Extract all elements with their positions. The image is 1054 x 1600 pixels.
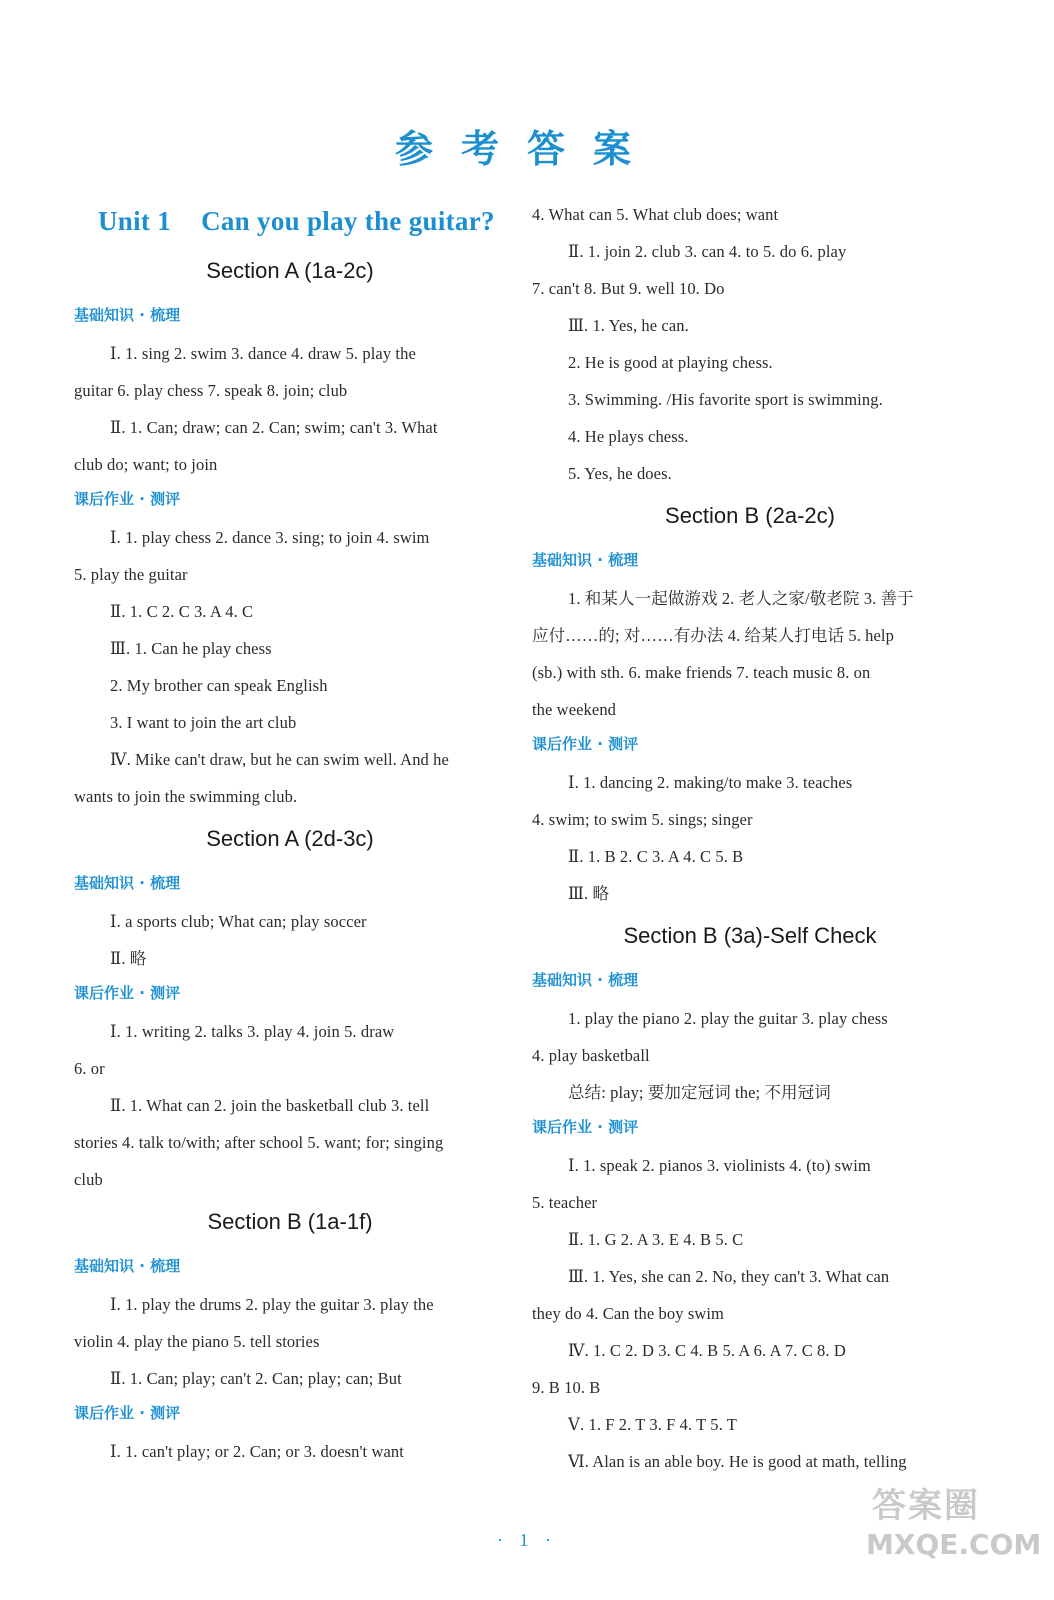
subsection-tag: 课后作业 · 测评 (532, 1118, 639, 1136)
answer-line: 5. teacher (532, 1193, 598, 1212)
left-column (74, 196, 506, 1470)
subsection-tag: 基础知识 · 梳理 (532, 971, 639, 989)
left-column-body (74, 251, 506, 1470)
answer-line: Ⅱ. 1. G 2. A 3. E 4. B 5. C (568, 1230, 744, 1249)
subsection-tag: 课后作业 · 测评 (74, 490, 181, 508)
subsection-tag: 课后作业 · 测评 (532, 735, 639, 753)
answer-line: 6. or (74, 1059, 105, 1078)
answer-line: Ⅱ. 1. B 2. C 3. A 4. C 5. B (568, 847, 744, 866)
answer-line: 应付……的; 对……有办法 4. 给某人打电话 5. help (532, 626, 894, 645)
right-column-body (532, 196, 968, 1480)
section-heading: Section A (1a-2c) (206, 258, 374, 283)
answer-line: Ⅰ. 1. sing 2. swim 3. dance 4. draw 5. play the (110, 344, 416, 363)
answer-line: Ⅲ. 1. Can he play chess (110, 639, 272, 658)
answer-line: club do; want; to join (74, 455, 218, 474)
answer-line: 2. He is good at playing chess. (568, 353, 773, 372)
watermark-cn: 答案圈 (872, 1486, 980, 1526)
answer-line: the weekend (532, 700, 617, 719)
answer-line: Ⅰ. 1. play the drums 2. play the guitar 3. play the (110, 1295, 434, 1314)
answer-line: Ⅲ. 1. Yes, she can 2. No, they can't 3. What can (568, 1267, 890, 1286)
answer-line: stories 4. talk to/with; after school 5. want; for; singing (74, 1133, 444, 1152)
answer-line: 4. play basketball (532, 1046, 650, 1065)
answer-line: guitar 6. play chess 7. speak 8. join; club (74, 381, 348, 400)
answer-line: 总结: play; 要加定冠词 the; 不用冠词 (568, 1083, 831, 1102)
subsection-tag: 基础知识 · 梳理 (74, 1257, 181, 1275)
answer-line: Ⅳ. Mike can't draw, but he can swim well. And he (110, 750, 449, 769)
answer-line: 2. My brother can speak English (110, 676, 328, 695)
answer-line: Ⅰ. 1. writing 2. talks 3. play 4. join 5. draw (110, 1022, 395, 1041)
watermark-en: MXQE.COM (866, 1528, 1042, 1561)
answer-line: 1. play the piano 2. play the guitar 3. play chess (568, 1009, 888, 1028)
answer-line: club (74, 1170, 103, 1189)
watermark-logo (866, 1478, 1042, 1574)
page-number: · 1 · (497, 1530, 557, 1550)
answer-line: 5. Yes, he does. (568, 464, 672, 483)
unit-title (98, 206, 506, 237)
answer-line: 4. swim; to swim 5. sings; singer (532, 810, 753, 829)
page-title: 参考答案 (394, 126, 659, 171)
answer-line: 3. I want to join the art club (110, 713, 297, 732)
unit-name: Can you play the guitar? (201, 206, 495, 236)
answer-line: Ⅱ. 1. Can; draw; can 2. Can; swim; can't 3. What (110, 418, 438, 437)
subsection-tag: 基础知识 · 梳理 (532, 551, 639, 569)
answer-line: 4. He plays chess. (568, 427, 689, 446)
section-heading: Section B (2a-2c) (665, 503, 835, 528)
answer-line: violin 4. play the piano 5. tell stories (74, 1332, 320, 1351)
answer-line: 7. can't 8. But 9. well 10. Do (532, 279, 725, 298)
answer-line: wants to join the swimming club. (74, 787, 298, 806)
answer-line: 1. 和某人一起做游戏 2. 老人之家/敬老院 3. 善于 (568, 589, 914, 608)
answer-line: Ⅰ. 1. dancing 2. making/to make 3. teaches (568, 773, 853, 792)
right-column (532, 196, 968, 1480)
subsection-tag: 课后作业 · 测评 (74, 1404, 181, 1422)
unit-number: Unit 1 (98, 206, 172, 236)
answer-line: Ⅱ. 1. join 2. club 3. can 4. to 5. do 6. play (568, 242, 847, 261)
answer-line: 5. play the guitar (74, 565, 188, 584)
answer-line: Ⅰ. a sports club; What can; play soccer (110, 912, 367, 931)
answer-line: Ⅱ. 1. Can; play; can't 2. Can; play; can; But (110, 1369, 402, 1388)
answer-line: Ⅰ. 1. can't play; or 2. Can; or 3. doesn't want (110, 1442, 404, 1461)
answer-line: they do 4. Can the boy swim (532, 1304, 724, 1323)
answer-line: Ⅰ. 1. play chess 2. dance 3. sing; to join 4. swim (110, 528, 430, 547)
answer-line: Ⅱ. 略 (110, 949, 147, 968)
answer-line: (sb.) with sth. 6. make friends 7. teach music 8. on (532, 663, 871, 682)
answer-line: 4. What can 5. What club does; want (532, 205, 779, 224)
section-heading: Section B (3a)-Self Check (623, 923, 877, 948)
answer-line: Ⅴ. 1. F 2. T 3. F 4. T 5. T (568, 1415, 737, 1434)
subsection-tag: 课后作业 · 测评 (74, 984, 181, 1002)
answer-line: Ⅱ. 1. What can 2. join the basketball club 3. tell (110, 1096, 430, 1115)
subsection-tag: 基础知识 · 梳理 (74, 306, 181, 324)
section-heading: Section B (1a-1f) (207, 1209, 373, 1234)
answer-line: Ⅲ. 略 (568, 884, 610, 903)
answer-line: Ⅵ. Alan is an able boy. He is good at math, telling (568, 1452, 907, 1471)
section-heading: Section A (2d-3c) (206, 826, 374, 851)
answer-line: 9. B 10. B (532, 1378, 601, 1397)
answer-line: Ⅱ. 1. C 2. C 3. A 4. C (110, 602, 254, 621)
answer-line: Ⅰ. 1. speak 2. pianos 3. violinists 4. (to) swim (568, 1156, 871, 1175)
answer-line: Ⅲ. 1. Yes, he can. (568, 316, 689, 335)
subsection-tag: 基础知识 · 梳理 (74, 874, 181, 892)
answer-line: 3. Swimming. /His favorite sport is swimming. (568, 390, 883, 409)
answer-line: Ⅳ. 1. C 2. D 3. C 4. B 5. A 6. A 7. C 8. D (568, 1341, 846, 1360)
